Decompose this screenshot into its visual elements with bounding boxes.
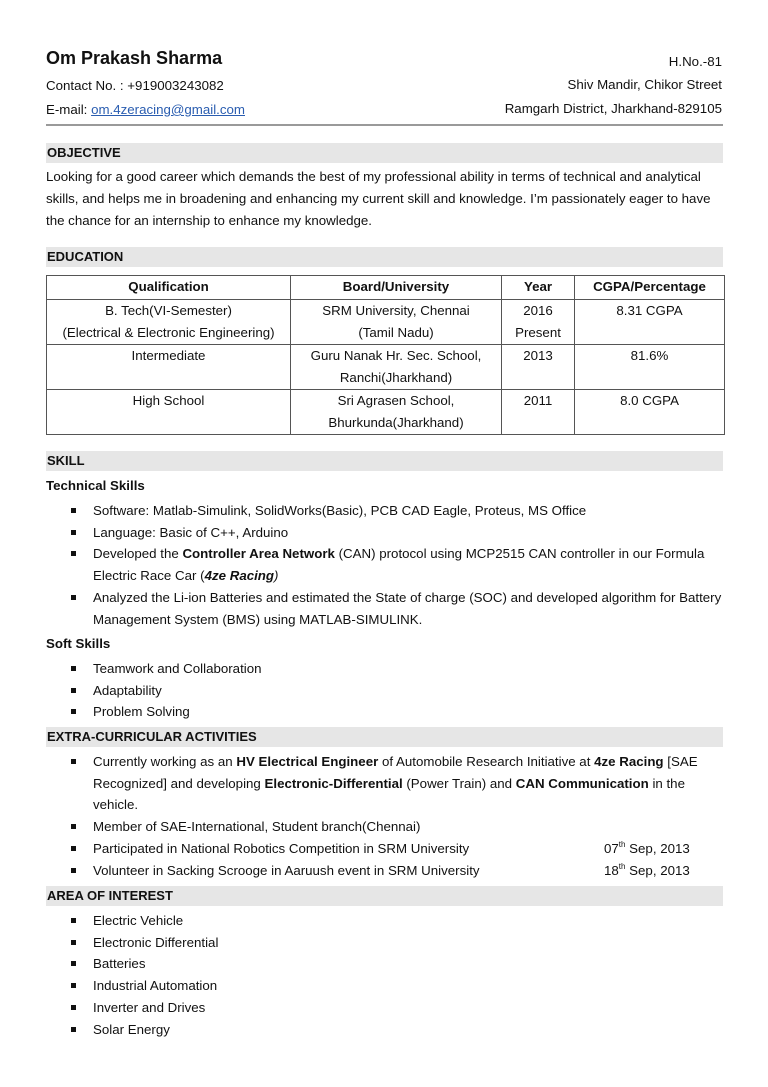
table-cell xyxy=(575,345,725,390)
list-item: Adaptability xyxy=(46,680,726,702)
text-segment: of Automobile Research Initiative at xyxy=(378,754,595,769)
column-header: Qualification xyxy=(47,276,291,300)
text-segment: HV Electrical Engineer xyxy=(236,754,379,769)
list-item: Batteries xyxy=(46,953,726,975)
table-cell xyxy=(575,300,725,345)
list-item xyxy=(46,587,726,630)
text-segment: ) xyxy=(274,568,279,584)
text-segment: 4ze Racing xyxy=(204,568,275,584)
cell-line: (Tamil Nadu) xyxy=(358,325,434,340)
activity-text: Volunteer in Sacking Scrooge in Aaruush event in SRM University xyxy=(93,862,480,878)
text-segment: (CAN) protocol using MCP2515 CAN controller in our Formula Electric Race Car ( xyxy=(93,546,705,584)
cell-line: 2013 xyxy=(523,348,553,363)
list-item: Electric Vehicle xyxy=(46,910,726,932)
table-cell xyxy=(47,390,291,435)
table-cell xyxy=(575,390,725,435)
text-segment: Currently working as an xyxy=(93,754,237,769)
email-link[interactable]: om.4zeracing@gmail.com xyxy=(91,102,245,117)
list-item: Teamwork and Collaboration xyxy=(46,658,726,680)
date-suffix: th xyxy=(618,839,626,849)
list-item xyxy=(46,838,726,860)
text-segment: [SAE Recognized] and developing xyxy=(93,754,698,791)
text-segment: Software: Matlab-Simulink, SolidWorks(Basic), PCB CAD Eagle, Proteus, MS Office xyxy=(93,503,587,518)
area-of-interest-heading: AREA OF INTEREST xyxy=(46,886,723,906)
education-table xyxy=(46,275,725,435)
activity-text: Participated in National Robotics Competition in SRM University xyxy=(93,840,470,856)
list-item xyxy=(46,860,726,882)
date-day: 18 xyxy=(604,862,619,878)
date-rest: Sep, 2013 xyxy=(625,840,690,856)
cell-line: 2011 xyxy=(523,393,553,408)
table-cell xyxy=(47,300,291,345)
cell-line: Guru Nanak Hr. Sec. School, xyxy=(310,348,482,363)
cell-line: B. Tech(VI-Semester) xyxy=(105,303,232,318)
text-segment: (Power Train) and xyxy=(402,775,516,791)
soft-skills-heading: Soft Skills xyxy=(46,636,111,651)
cell-line: (Electrical & Electronic Engineering) xyxy=(62,325,275,340)
list-item xyxy=(46,816,726,838)
technical-skills-heading: Technical Skills xyxy=(46,478,145,493)
cell-line: SRM University, Chennai xyxy=(322,303,470,318)
objective-heading: OBJECTIVE xyxy=(46,143,723,163)
list-item xyxy=(46,543,726,586)
header-divider xyxy=(46,124,723,126)
cell-line: Present xyxy=(515,325,561,340)
address-line-2: Shiv Mandir, Chikor Street xyxy=(567,77,722,92)
cell-line: Ranchi(Jharkhand) xyxy=(339,370,453,385)
text-segment: Analyzed the Li-ion Batteries and estimated the State of charge (SOC) and developed algorithm for Battery Management System (BMS) using MATLAB-SIMULINK. xyxy=(93,589,722,627)
address-line-3: Ramgarh District, Jharkhand-829105 xyxy=(504,101,722,116)
column-header: Year xyxy=(502,276,575,300)
list-item: Inverter and Drives xyxy=(46,997,726,1019)
cell-line: 81.6% xyxy=(630,348,669,363)
column-header: CGPA/Percentage xyxy=(575,276,725,300)
candidate-name: Om Prakash Sharma xyxy=(46,48,223,68)
education-heading: EDUCATION xyxy=(46,247,723,267)
table-cell xyxy=(291,390,502,435)
skill-heading: SKILL xyxy=(46,451,723,471)
list-item: Industrial Automation xyxy=(46,975,726,997)
table-cell xyxy=(47,345,291,390)
extra-curricular-list xyxy=(46,751,726,881)
technical-skills-list xyxy=(46,500,726,630)
table-row xyxy=(47,300,725,345)
column-header: Board/University xyxy=(291,276,502,300)
email-line xyxy=(46,102,245,117)
table-row xyxy=(47,345,725,390)
extra-curricular-heading: EXTRA-CURRICULAR ACTIVITIES xyxy=(46,727,723,747)
date-suffix: th xyxy=(618,861,626,871)
text-segment: in the vehicle. xyxy=(93,775,685,813)
text-segment: 4ze Racing xyxy=(594,754,664,769)
table-cell xyxy=(502,345,575,390)
list-item xyxy=(46,751,726,816)
list-item: Problem Solving xyxy=(46,701,726,723)
email-label: E-mail: xyxy=(46,102,92,117)
list-item xyxy=(46,522,726,544)
date-day: 07 xyxy=(604,840,619,856)
interest-list xyxy=(46,910,726,1040)
contact-number: Contact No. : +919003243082 xyxy=(46,78,224,93)
objective-text: Looking for a good career which demands the best of my professional ability in terms of technical and analytical skills, and helps me in broadening and enhancing my current skill and knowledge. I’m passionately eager to have the chance for an internship to enhance my knowledge. xyxy=(46,169,711,228)
address-line-1: H.No.-81 xyxy=(668,54,722,69)
list-item: Electronic Differential xyxy=(46,932,726,954)
cell-line: Bhurkunda(Jharkhand) xyxy=(328,415,464,430)
text-segment: Controller Area Network xyxy=(182,546,335,562)
cell-line: Sri Agrasen School, xyxy=(337,393,455,408)
activity-date xyxy=(604,860,690,882)
table-cell xyxy=(502,300,575,345)
list-item: Solar Energy xyxy=(46,1019,726,1041)
cell-line: 8.31 CGPA xyxy=(616,303,683,318)
text-segment: Member of SAE-International, Student branch(Chennai) xyxy=(93,819,421,835)
text-segment: Developed the xyxy=(93,546,183,562)
cell-line: 2016 xyxy=(523,303,553,318)
text-segment: Electronic-Differential xyxy=(264,775,403,791)
text-segment: CAN Communication xyxy=(515,775,649,791)
date-rest: Sep, 2013 xyxy=(625,862,690,878)
table-cell xyxy=(291,300,502,345)
cell-line: High School xyxy=(132,393,205,408)
soft-skills-list xyxy=(46,658,726,723)
table-cell xyxy=(291,345,502,390)
cell-line: Intermediate xyxy=(131,348,206,363)
cell-line: 8.0 CGPA xyxy=(620,393,679,408)
text-segment: Language: Basic of C++, Arduino xyxy=(93,524,289,540)
list-item xyxy=(46,500,726,522)
activity-date xyxy=(604,838,690,860)
table-cell xyxy=(502,390,575,435)
table-row xyxy=(47,390,725,435)
